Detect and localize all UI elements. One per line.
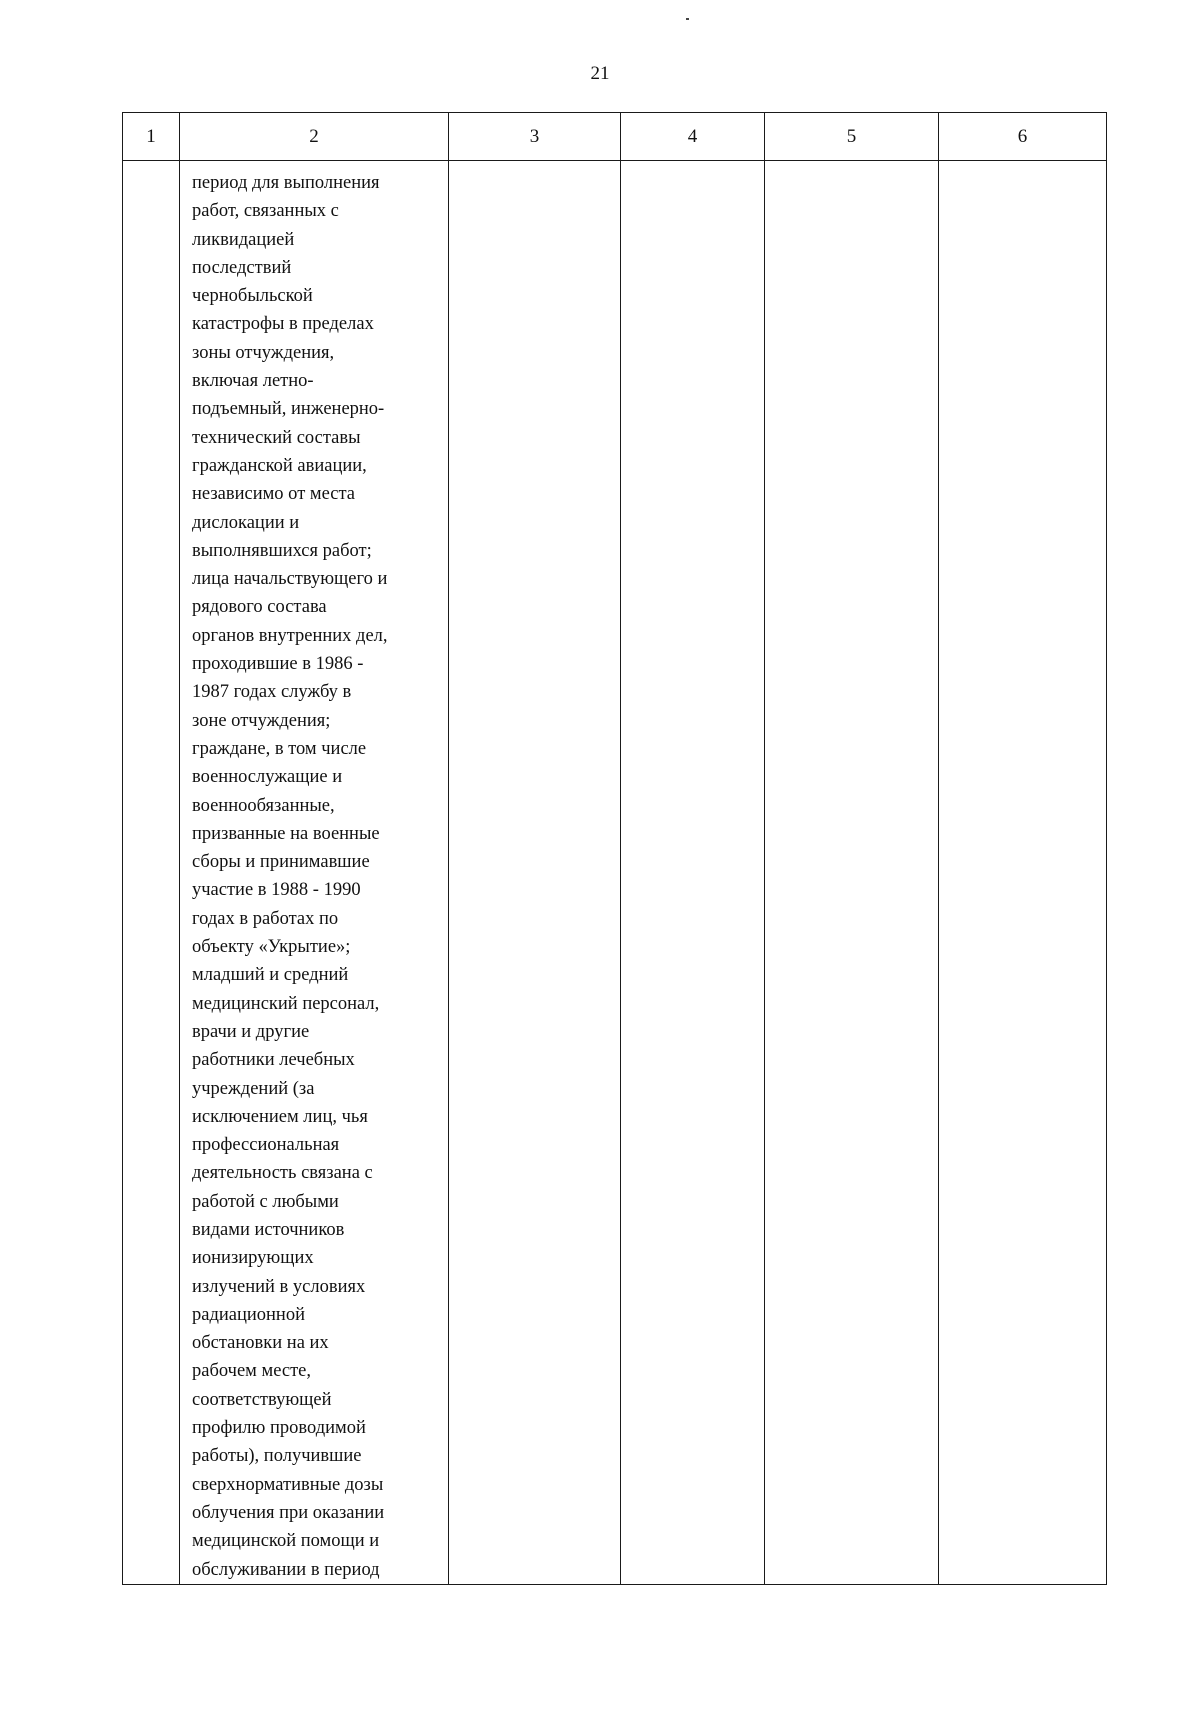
text-line: медицинской помощи и <box>192 1531 380 1552</box>
text-line: обстановки на их <box>192 1333 329 1354</box>
text-line: соответствующей <box>192 1389 332 1410</box>
text-line: технический составы <box>192 427 361 448</box>
text-line: исключением лиц, чья <box>192 1106 368 1127</box>
text-line: участие в 1988 - 1990 <box>192 880 361 901</box>
text-line: сверхнормативные дозы <box>192 1474 384 1495</box>
text-line: включая летно- <box>192 371 314 392</box>
text-line: военнообязанные, <box>192 795 335 816</box>
text-line: зоне отчуждения; <box>192 710 331 731</box>
text-line: профессиональная <box>192 1135 340 1156</box>
text-line: подъемный, инженерно- <box>192 399 385 420</box>
column-header-3: 3 <box>449 113 621 161</box>
text-line: сборы и принимавшие <box>192 852 370 873</box>
cell-col-1 <box>123 161 180 1585</box>
text-line: зоны отчуждения, <box>192 342 335 363</box>
column-header-5: 5 <box>765 113 939 161</box>
column-header-4: 4 <box>621 113 765 161</box>
text-line: облучения при оказании <box>192 1502 385 1523</box>
text-line: деятельность связана с <box>192 1163 373 1184</box>
text-line: проходившие в 1986 - <box>192 654 364 675</box>
text-line: медицинский персонал, <box>192 993 380 1014</box>
text-line: рабочем месте, <box>192 1361 312 1382</box>
text-line: младший и средний <box>192 965 349 986</box>
cell-col-2-text <box>180 161 448 1584</box>
text-line: учреждений (за <box>192 1078 315 1099</box>
text-line: последствий <box>192 257 292 278</box>
text-line: годах в работах по <box>192 908 339 929</box>
text-line: видами источников <box>192 1219 345 1240</box>
cell-col-6 <box>939 161 1107 1585</box>
text-line: излучений в условиях <box>192 1276 366 1297</box>
text-line: ионизирующих <box>192 1248 314 1269</box>
text-line: врачи и другие <box>192 1021 310 1042</box>
text-line: призванные на военные <box>192 823 380 844</box>
text-line: радиационной <box>192 1304 305 1325</box>
text-line: работой с любыми <box>192 1191 339 1212</box>
text-line: независимо от места <box>192 484 356 505</box>
text-line: лица начальствующего и <box>192 569 388 590</box>
text-line: гражданской авиации, <box>192 455 367 476</box>
text-line: органов внутренних дел, <box>192 625 388 646</box>
text-line: выполнявшихся работ; <box>192 540 372 561</box>
text-line: катастрофы в пределах <box>192 314 374 335</box>
text-line: рядового состава <box>192 597 327 618</box>
page-number: 21 <box>590 63 610 84</box>
table-header-row <box>123 113 1107 161</box>
text-line: 1987 годах службу в <box>192 682 352 703</box>
column-header-2: 2 <box>180 113 449 161</box>
scan-speck <box>686 18 689 20</box>
column-header-6: 6 <box>939 113 1107 161</box>
text-line: работ, связанных с <box>192 201 339 222</box>
cell-col-4 <box>621 161 765 1585</box>
text-line: работники лечебных <box>192 1050 355 1071</box>
table-row <box>123 161 1107 1585</box>
text-line: дислокации и <box>192 512 300 533</box>
column-header-1: 1 <box>123 113 180 161</box>
text-line: работы), получившие <box>192 1446 362 1467</box>
text-line: граждане, в том числе <box>192 738 367 759</box>
cell-col-5 <box>765 161 939 1585</box>
text-line: ликвидацией <box>192 229 295 250</box>
text-line: чернобыльской <box>192 286 313 307</box>
document-table <box>122 112 1107 1585</box>
text-line: объекту «Укрытие»; <box>192 937 351 958</box>
text-line: обслуживании в период <box>192 1559 380 1580</box>
text-line: профилю проводимой <box>192 1418 366 1439</box>
text-line: военнослужащие и <box>192 767 343 788</box>
text-line: период для выполнения <box>192 173 380 193</box>
cell-col-2 <box>180 161 449 1585</box>
cell-col-3 <box>449 161 621 1585</box>
